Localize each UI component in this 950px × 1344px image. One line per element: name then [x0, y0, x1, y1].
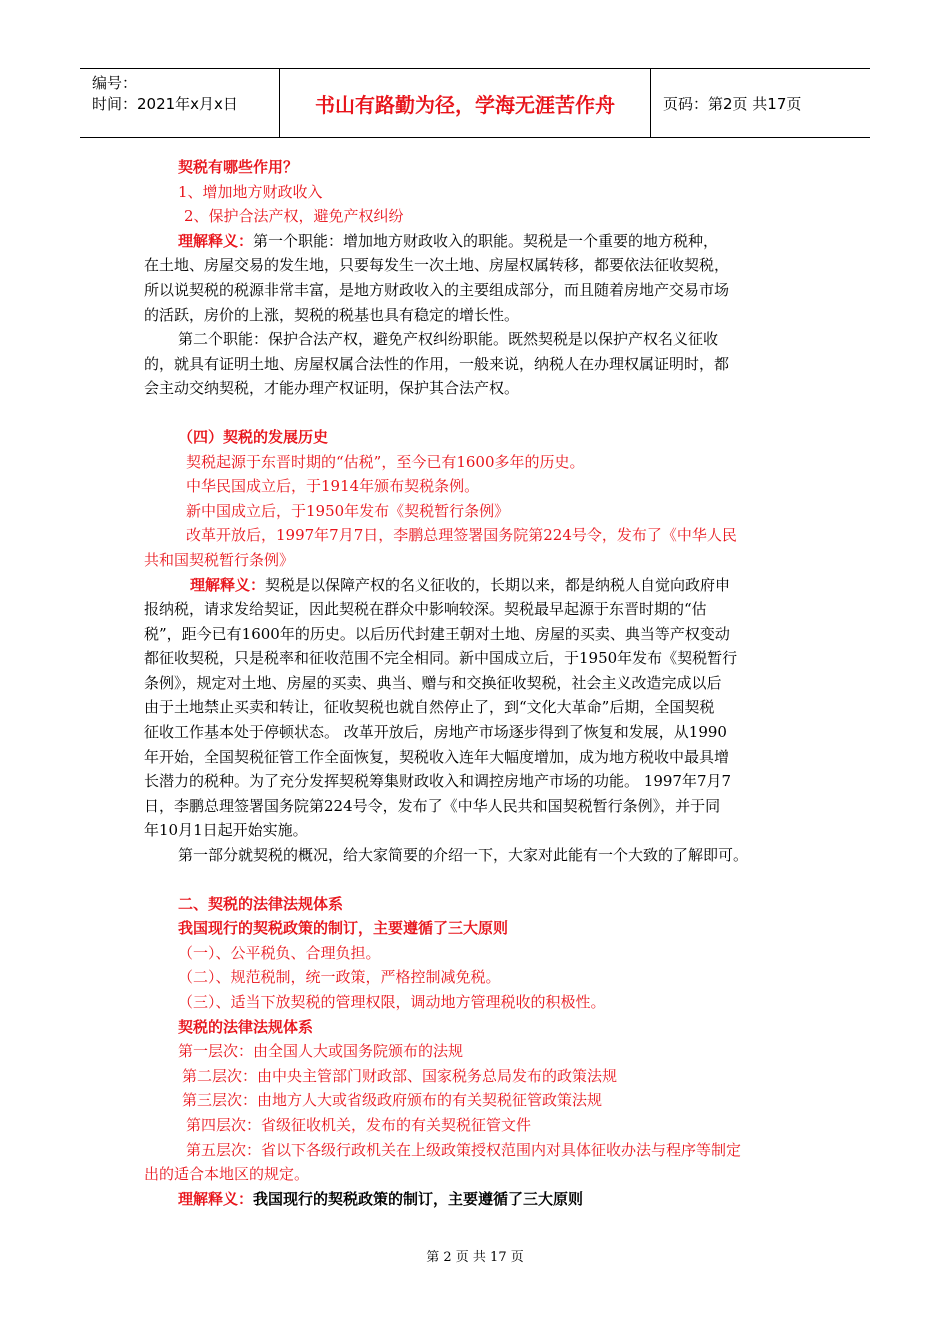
- paragraph-line: 理解释义：契税是以保障产权的名义征收的，长期以来，都是纳税人自觉向政府申: [190, 575, 731, 594]
- paragraph-line: 理解释义：我国现行的契税政策的制订，主要遵循了三大原则: [178, 1189, 584, 1208]
- paragraph-line: 报纳税，请求发给契证，因此契税在群众中影响较深。契税最早起源于东晋时期的“估: [144, 600, 707, 619]
- paragraph-line: 日，李鹏总理签署国务院第224号令，发布了《中华人民共和国契税暂行条例》，并于同: [144, 796, 721, 815]
- paragraph-line: 第二个职能：保护合法产权，避免产权纠纷职能。既然契税是以保护产权名义征收: [178, 330, 719, 349]
- paragraph-line: 条例》，规定对土地、房屋的买卖、典当、赠与和交换征收契税，社会主义改造完成以后: [144, 673, 722, 692]
- paragraph-line: 会主动交纳契税，才能办理产权证明，保护其合法产权。: [144, 379, 520, 398]
- list-item: 第五层次：省以下各级行政机关在上级政策授权范围内对具体征收办法与程序等制定: [186, 1140, 742, 1159]
- paragraph-line: 都征收契税，只是税率和征收范围不完全相同。新中国成立后，于1950年发布《契税暂行: [144, 649, 738, 668]
- header-motto: 书山有路勤为径，学海无涯苦作舟: [280, 69, 651, 137]
- subheading-system: 契税的法律法规体系: [178, 1017, 314, 1036]
- list-item: 第四层次：省级征收机关，发布的有关契税征管文件: [186, 1115, 532, 1134]
- explanation-label: 理解释义：: [190, 575, 266, 594]
- paragraph-line: 的活跃，房价的上涨，契税的税基也具有稳定的增长性。: [144, 305, 520, 324]
- date-label: 时间：2021年x月x日: [92, 95, 238, 113]
- paragraph-line: 税”，距今已有1600年的历史。以后历代封建王朝对土地、房屋的买卖、典当等产权变动: [144, 624, 730, 643]
- header-left-cell: [80, 69, 280, 137]
- list-item: （一）、公平税负、合理负担。: [178, 943, 381, 962]
- list-item: 中华民国成立后，于1914年颁布契税条例。: [186, 477, 480, 496]
- paragraph-line: 所以说契税的税源非常丰富，是地方财政收入的主要组成部分，而且随着房地产交易市场: [144, 280, 730, 299]
- document-body: [144, 155, 810, 1211]
- paragraph-line: 理解释义：第一个职能：增加地方财政收入的职能。契税是一个重要的地方税种，: [178, 231, 719, 250]
- paragraph-line: 年开始，全国契税征管工作全面恢复，契税收入连年大幅度增加，成为地方税收中最具增: [144, 747, 730, 766]
- list-item: （二）、规范税制，统一政策，严格控制减免税。: [178, 968, 501, 987]
- list-item: 1、增加地方财政收入: [178, 182, 323, 201]
- list-item: 契税起源于东晋时期的“估税”，至今已有1600多年的历史。: [186, 452, 585, 471]
- list-item: 出的适合本地区的规定。: [144, 1165, 310, 1184]
- page-header: [80, 68, 870, 138]
- paragraph-line: 的，就具有证明土地、房屋权属合法性的作用，一般来说，纳税人在办理权属证明时，都: [144, 354, 730, 373]
- paragraph-line: 年10月1日起开始实施。: [144, 821, 308, 840]
- list-item: 2、保护合法产权，避免产权纠纷: [184, 207, 404, 226]
- paragraph-line: 由于土地禁止买卖和转让，征收契税也就自然停止了，到“文化大革命”后期，全国契税: [144, 698, 715, 717]
- explanation-label: 理解释义：: [178, 1189, 254, 1208]
- paragraph-line: 第一部分就契税的概况，给大家简要的介绍一下，大家对此能有一个大致的了解即可。: [178, 846, 749, 865]
- section-heading-history: （四）契税的发展历史: [178, 427, 329, 446]
- list-item: 共和国契税暂行条例》: [144, 550, 295, 569]
- list-item: （三）、适当下放契税的管理权限，调动地方管理税收的积极性。: [178, 993, 606, 1011]
- paragraph-line: 长潜力的税种。为了充分发挥契税筹集财政收入和调控房地产市场的功能。 1997年7月7: [144, 772, 732, 791]
- subheading-principles: 我国现行的契税政策的制订，主要遵循了三大原则: [178, 919, 509, 938]
- page-footer: 第 2 页 共 17 页: [426, 1250, 524, 1265]
- list-item: 改革开放后，1997年7月7日，李鹏总理签署国务院第224号令，发布了《中华人民: [186, 526, 737, 545]
- explanation-label: 理解释义：: [178, 231, 254, 250]
- list-item: 第二层次：由中央主管部门财政部、国家税务总局发布的政策法规: [182, 1066, 618, 1085]
- list-item: 第三层次：由地方人大或省级政府颁布的有关契税征管政策法规: [182, 1091, 603, 1110]
- list-item: 新中国成立后，于1950年发布《契税暂行条例》: [186, 501, 510, 520]
- paragraph-line: 征收工作基本处于停顿状态。 改革开放后，房地产市场逐步得到了恢复和发展，从1990: [144, 723, 727, 742]
- header-page-info: 页码：第2页 共17页: [663, 94, 802, 113]
- paragraph-line: 在土地、房屋交易的发生地，只要每发生一次土地、房屋权属转移，都要依法征收契税，: [144, 256, 730, 275]
- section-heading-functions: 契税有哪些作用？: [178, 158, 299, 176]
- number-label: 编号：: [92, 74, 138, 92]
- section-heading-legal: 二、契税的法律法规体系: [178, 894, 344, 913]
- list-item: 第一层次：由全国人大或国务院颁布的法规: [178, 1042, 464, 1061]
